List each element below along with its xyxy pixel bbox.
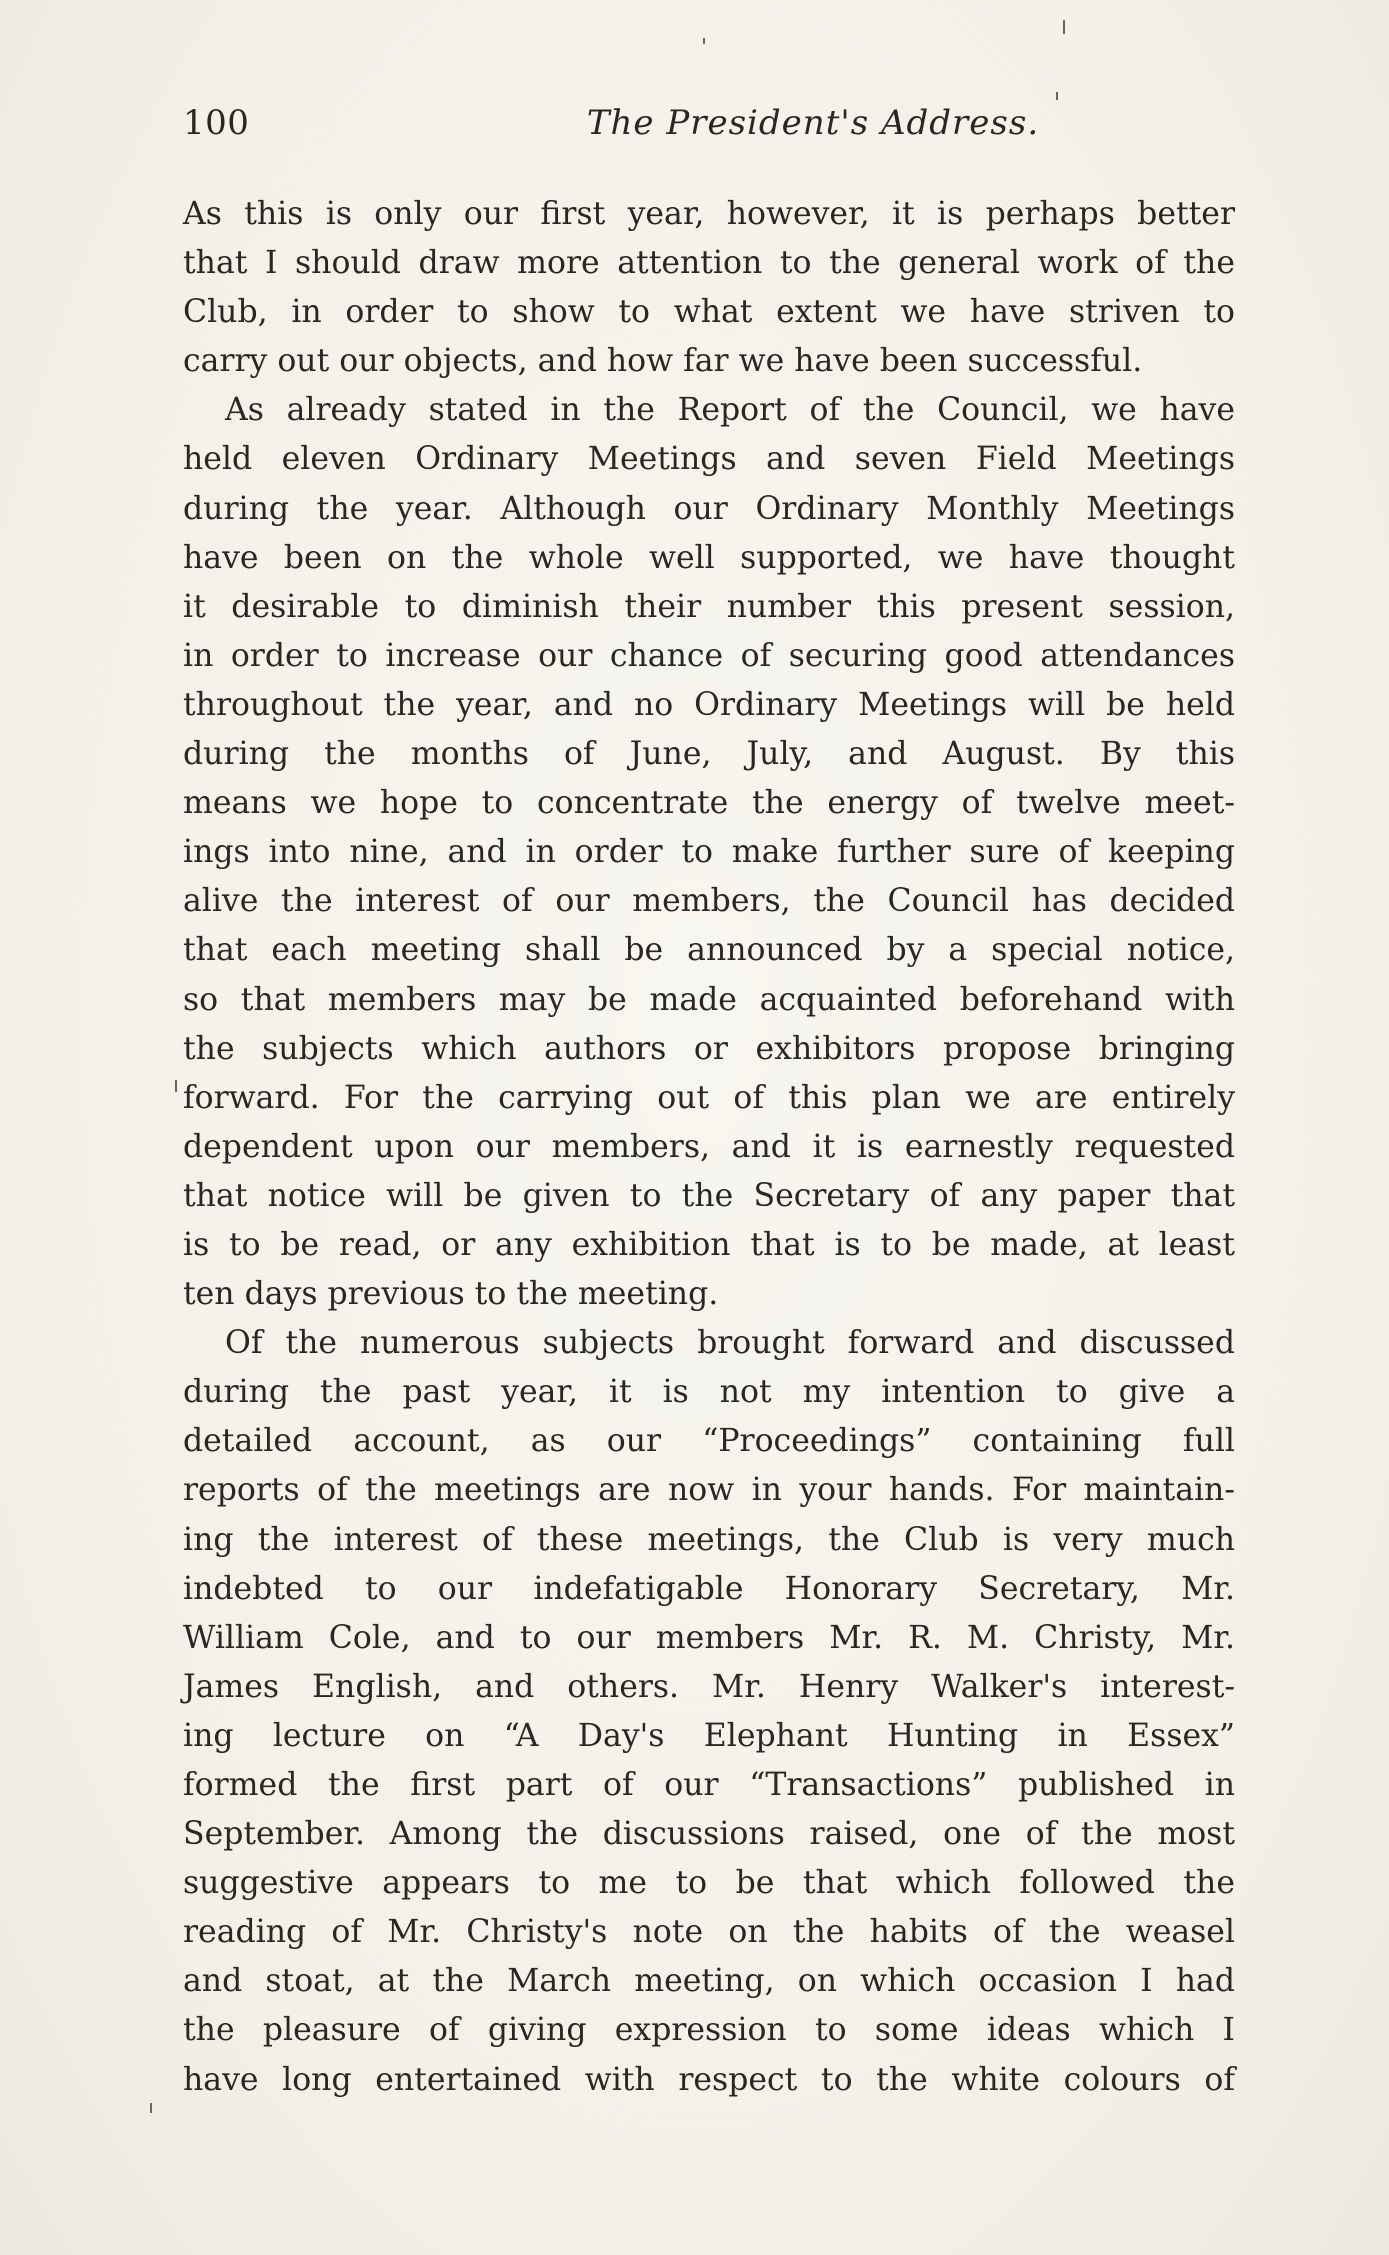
page-number: 100 (183, 103, 250, 143)
text-line: formed the first part of our “Transactions” published in (183, 1767, 1235, 1803)
body-text (183, 190, 1235, 2105)
text-line: that I should draw more attention to the general work of the (183, 245, 1235, 282)
text-line: Club, in order to show to what extent we have striven to (183, 294, 1235, 331)
text-line: have long entertained with respect to the white colours of (183, 2061, 1235, 2098)
text-line: As already stated in the Report of the Council, we have (225, 392, 1235, 429)
text-line: suggestive appears to me to be that which followed the (183, 1865, 1235, 1902)
text-line: detailed account, as our “Proceedings” containing full (183, 1423, 1235, 1460)
text-line: As this is only our first year, however, it is perhaps better (183, 196, 1235, 232)
text-line: ing the interest of these meetings, the Club is very much (183, 1521, 1235, 1558)
text-line: it desirable to diminish their number this present session, (183, 588, 1235, 625)
text-line: ings into nine, and in order to make further sure of keeping (183, 834, 1235, 871)
text-line: dependent upon our members, and it is earnestly requested (183, 1128, 1235, 1165)
text-line: that each meeting shall be announced by a special notice, (183, 932, 1235, 969)
running-title: The President's Address. (586, 103, 1040, 143)
text-line: so that members may be made acquainted beforehand with (183, 981, 1235, 1018)
text-line: ing lecture on “A Day's Elephant Hunting in Essex” (183, 1717, 1235, 1754)
scan-speck (1063, 20, 1065, 34)
text-line: throughout the year, and no Ordinary Meetings will be held (183, 686, 1235, 723)
text-line: Of the numerous subjects brought forward and discussed (225, 1325, 1235, 1362)
text-line: forward. For the carrying out of this plan we are entirely (183, 1079, 1235, 1116)
text-line: reports of the meetings are now in your hands. For maintain- (183, 1472, 1235, 1509)
text-line: reading of Mr. Christy's note on the habits of the weasel (183, 1914, 1235, 1951)
text-line: indebted to our indefatigable Honorary Secretary, Mr. (183, 1570, 1235, 1607)
scan-speck (150, 2103, 152, 2113)
text-line: the pleasure of giving expression to some ideas which I (183, 2012, 1235, 2049)
text-line: during the year. Although our Ordinary Monthly Meetings (183, 490, 1235, 527)
scan-speck (703, 38, 705, 44)
text-line: and stoat, at the March meeting, on which occasion I had (183, 1963, 1235, 2000)
page-header (183, 103, 1238, 153)
text-line: during the months of June, July, and August. By this (183, 736, 1235, 773)
scan-speck (1056, 92, 1058, 100)
text-line: carry out our objects, and how far we have been successful. (183, 343, 1143, 380)
text-line: held eleven Ordinary Meetings and seven Field Meetings (183, 441, 1235, 478)
text-line: in order to increase our chance of securing good attendances (183, 637, 1235, 674)
text-line: September. Among the discussions raised, one of the most (183, 1816, 1235, 1853)
text-line: the subjects which authors or exhibitors propose bringing (183, 1030, 1235, 1067)
text-line: means we hope to concentrate the energy of twelve meet- (183, 785, 1235, 822)
text-line: that notice will be given to the Secretary of any paper that (183, 1177, 1235, 1214)
text-line: have been on the whole well supported, we have thought (183, 539, 1235, 576)
text-line: James English, and others. Mr. Henry Walker's interest- (183, 1668, 1235, 1705)
text-line: alive the interest of our members, the Council has decided (183, 883, 1235, 920)
text-line: William Cole, and to our members Mr. R. M. Christy, Mr. (183, 1619, 1235, 1656)
text-line: during the past year, it is not my intention to give a (183, 1374, 1235, 1411)
text-line: is to be read, or any exhibition that is to be made, at least (183, 1226, 1235, 1263)
text-line: ten days previous to the meeting. (183, 1276, 719, 1313)
scan-speck (175, 1080, 177, 1092)
